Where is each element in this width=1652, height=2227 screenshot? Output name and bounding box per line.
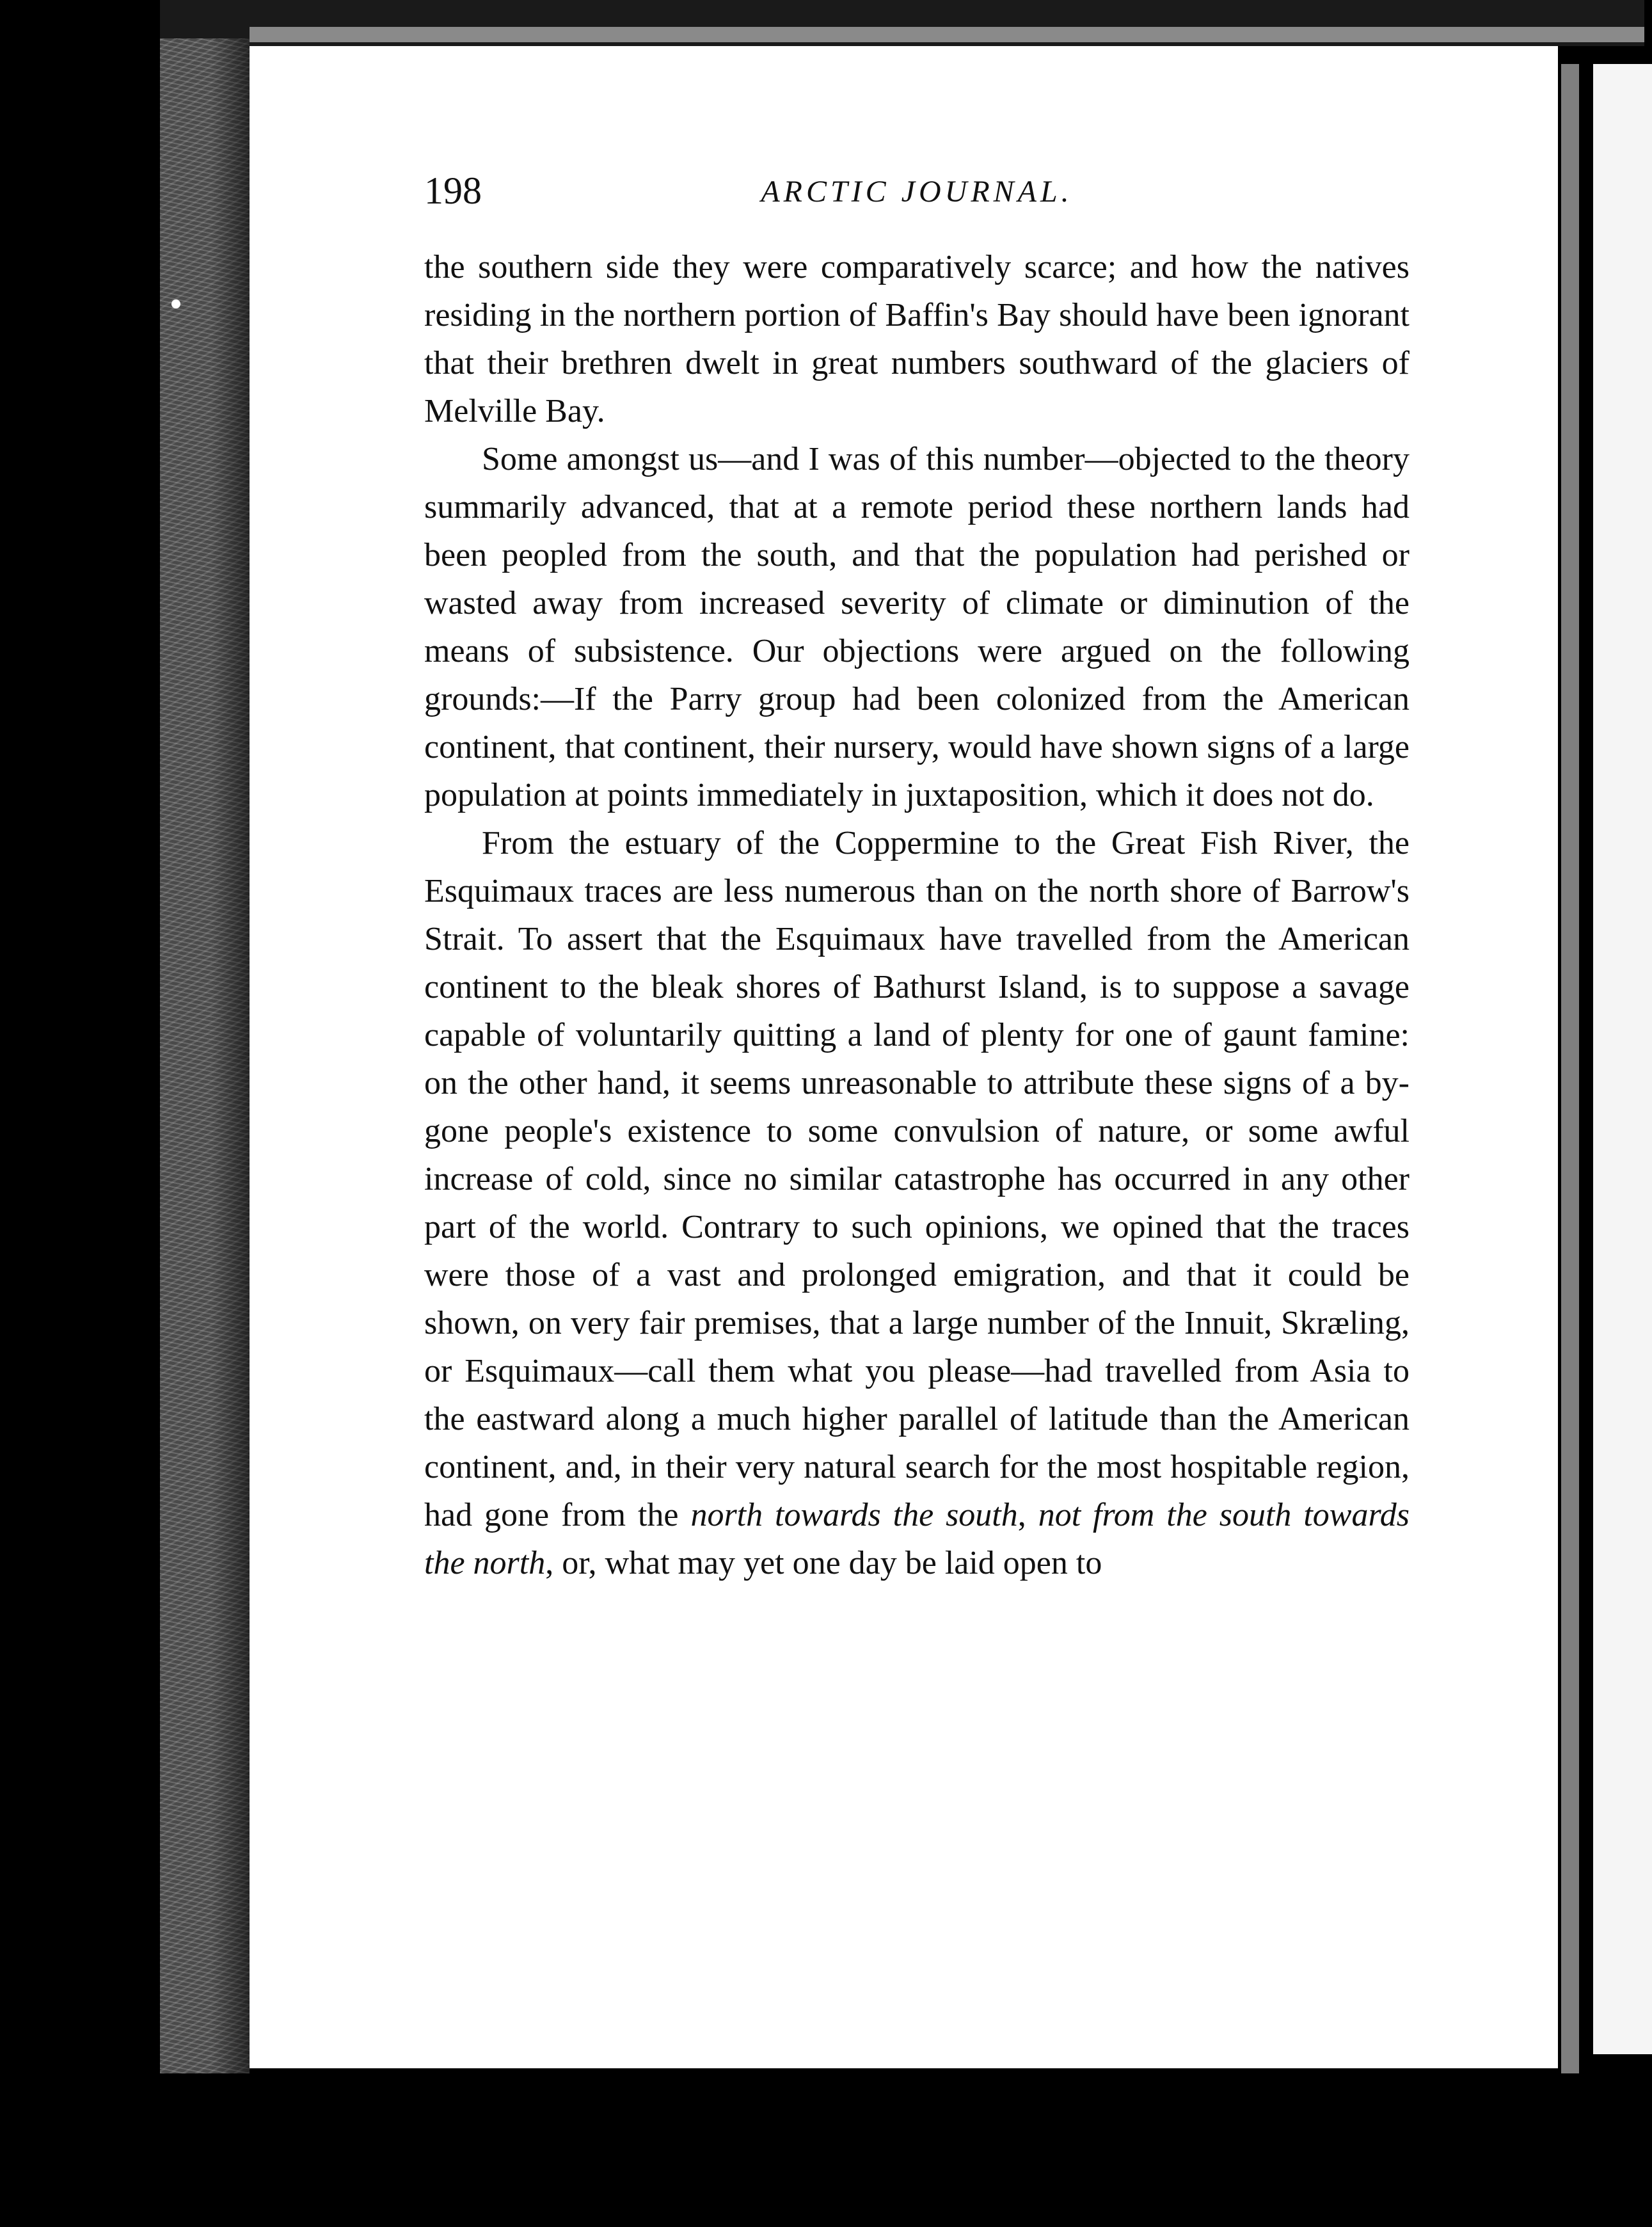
paragraph-3-text-start: From the estuary of the Coppermine to the Great Fish River, the Esquimaux traces are less numerous than on the north shore of Barrow's Strait. To assert that the Esquimaux have travelled from the American continent to the bleak shores of Bathurst Island, is to suppose a savage capable of voluntarily quitting a land of plenty for one of gaunt famine: on the other hand, it seems unreasonable to attribute these signs of a by-gone people's existence to some convulsion of nature, or some awful increase of cold, since no similar catastrophe has occurred in any other part of the world. Contrary to such opinions, we opined that the traces were those of a vast and prolonged emigration, and that it could be shown, on very fair premises, that a large number of the Innuit, Skræling, or Esquimaux—call them what you please—had travelled from Asia to the eastward along a much higher parallel of latitude than the American continent, and, in their very natural search for the most hospitable region, had gone from the <box>424 825 1410 1533</box>
body-text <box>424 243 1410 1587</box>
running-head: ARCTIC JOURNAL. <box>761 175 1073 209</box>
paragraph-3 <box>424 819 1410 1587</box>
page-number: 198 <box>424 170 482 212</box>
paragraph-1: the southern side they were comparatively scarce; and how the natives residing in the northern portion of Baffin's Bay should have been ignorant that their brethren dwelt in great numbers southward of the glaciers of Melville Bay. <box>424 249 1410 429</box>
paragraph-3-text-end: , or, what may yet one day be laid open to <box>545 1545 1102 1581</box>
paragraph-2: Some amongst us—and I was of this number—objected to the theory summarily advanced, that at a remote period these northern lands had been peopled from the south, and that the population had perished or wasted away from increased severity of climate or diminution of the means of subsistence. Our objections were argued on the following grounds:—If the Parry group had been colonized from the American continent, that continent, their nursery, would have shown signs of a large population at points immediately in juxtaposition, which it does not do. <box>424 441 1410 813</box>
page-header <box>424 165 1410 223</box>
paragraph-3-separator: , <box>1017 1497 1038 1533</box>
italic-phrase-south-north: not from the south towards the north <box>424 1497 1410 1581</box>
facing-page-edge <box>1561 64 1579 2073</box>
spine-shadow <box>211 38 250 2073</box>
facing-page <box>1593 64 1652 2054</box>
scan-top-strip <box>250 27 1644 42</box>
spine-mark <box>171 299 180 308</box>
italic-phrase-north-south: north towards the south <box>690 1497 1018 1533</box>
